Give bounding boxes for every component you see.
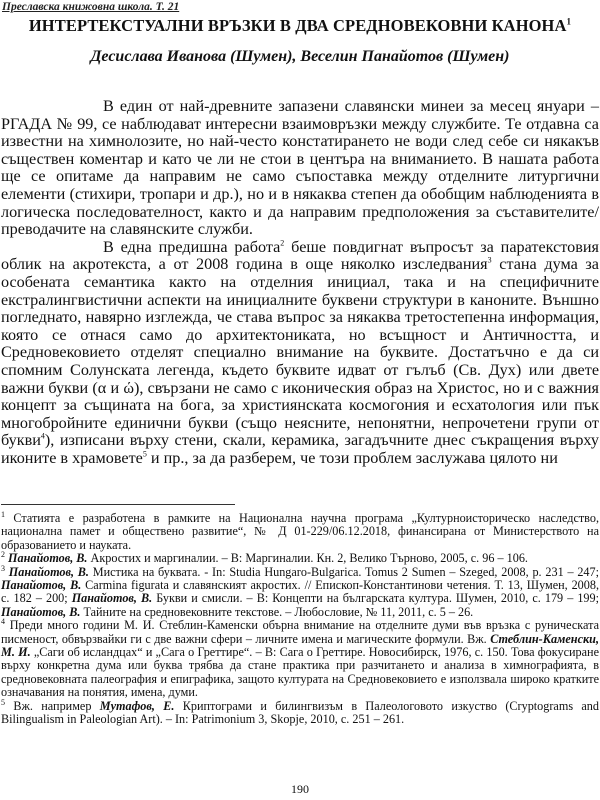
text-run: Акростих и маргиналии. – В: Маргиналии. Кн. 2, Велико Търново, 2005, с. 96 – 106. [87, 551, 528, 566]
cited-author: Мутафов, Е. [99, 698, 175, 713]
article-title [0, 16, 600, 36]
footnote-separator [1, 504, 235, 505]
footnote-1 [1, 509, 599, 552]
paragraph [1, 98, 599, 239]
footnote-3 [1, 563, 600, 620]
cited-author: Панайотов, В. [71, 591, 153, 606]
page-number: 190 [291, 782, 309, 796]
text-run: В един от най-древните запазени славянски минеи за месец януари – РГАДА № 99, се наблюдават интересни взаимовръзки между службите. Те отдавна са известни на химнолозите, но най-често констатирането не води след себе си някакъв съществен коментар и като че ли не стои в центъра на вниманието. В нашата работа ще се опитаме да направим не само съпоставка между отделните литургични елементи (стихири, тропари и др.), но и в някаква степен да обобщим наблюденията в логическа последователност, както и да направим предположения за съставителите/преводачите на славянските служби. [1, 97, 599, 239]
text-run: В една предишна работа [103, 237, 281, 256]
text-run: Вж. например [5, 698, 100, 713]
title-footnote-mark[interactable]: 1 [566, 16, 572, 27]
footnote-ref[interactable]: 5 [142, 449, 147, 459]
running-head: Преславска книжовна школа. Т. 21 [2, 1, 180, 13]
footnote-number: 1 [1, 509, 5, 519]
cited-author: Стеблин-Каменски, М. И. [1, 631, 599, 660]
footnote-ref[interactable]: 3 [487, 255, 492, 265]
body-text [1, 98, 599, 467]
footnote-5 [1, 697, 599, 727]
cited-author: Панайотов, В. [1, 578, 82, 593]
footnote-number: 3 [1, 563, 5, 573]
text-run: Статията е разработена в рамките на Национална научна програма „Културноисторическо наследство, национална памет и обществено развитие“, № Д 01-229/06.12.2018, финансирана от Министерството на образованието и науката. [1, 511, 599, 552]
footnote-ref[interactable]: 4 [40, 431, 45, 441]
text-run: Криптограми и билингвизъм в Палеологовото изкуство (Cryptograms and Bilingualism in Paleologian Art). – In: Patrimonium 3, Skopje, 2010, c. 251 – 261. [1, 698, 599, 727]
footnote-number: 4 [1, 617, 5, 627]
cited-author: Панайотов, В. [1, 604, 81, 619]
footnote-number: 5 [1, 697, 5, 707]
text-run: Букви и смисли. – В: Концепти на българската култура. Шумен, 2010, с. 179 – 199; [152, 591, 600, 606]
footnotes [1, 509, 600, 727]
text-run: Мистика на буквата. - In: Studia Hungaro-Bulgarica. Tomus 2 Sumen – Szeged, 2008, p. 231 – 247; [88, 564, 600, 579]
footnote-number: 2 [1, 550, 5, 560]
text-run: и пр., за да разберем, че този проблем заслужава цялото ни [146, 448, 558, 467]
footnote-2 [1, 552, 599, 565]
cited-author: Панайотов, В. [8, 551, 88, 566]
text-run: Тайните на средновековните текстове. – Любословие, № 11, 2011, с. 5 – 26. [80, 604, 474, 619]
footnote-ref[interactable]: 2 [280, 238, 285, 248]
text-run: „Саги об исландцах“ и „Сага о Греттире“. – В: Сага о Греттире. Новосибирск, 1976, с. 150. Това фокусиране върху конкретна дума или буква трябва да стане практика при разчитането и анализа в химнографията, в средновековната палеография и епиграфика, защото културата на Средновековието е използвала широко кратките означавания на понятия, имена, думи. [1, 645, 599, 700]
cited-author: Панайотов, В. [8, 564, 89, 579]
paragraph [1, 239, 599, 468]
text-run: Carmina figurata и славянският акростих. // Епископ-Константинови четения. Т. 13, Шумен, 2008, с. 182 – 200; [1, 578, 600, 606]
title-text: ИНТЕРТЕКСТУАЛНИ ВРЪЗКИ В ДВА СРЕДНОВЕКОВНИ КАНОНА [28, 16, 567, 35]
article-authors: Десислава Иванова (Шумен), Веселин Панайотов (Шумен) [90, 48, 510, 65]
text-run: ), изписани върху стени, скали, керамика, загадъчните днес съкращения върху иконите в храмовете [1, 431, 599, 467]
footnote-4 [1, 619, 599, 699]
text-run: стана дума за особената семантика както на отделния инициал, така и на специфичните екстралингвистични аспекти на инициалните буквени структури в каноните. Външно погледнато, навярно изглежда, че става въпрос за някаква третостепенна информация, която се отнася само до архитектониката, но всъщност и Античността, и Средновековието отделят специално внимание на буквите. Достатъчно е да си спомним Солунската легенда, където буквите идват от гълъб (Св. Дух) или двете важни букви (α и ώ), свързани не само с иконическия образ на Христос, но и с важния концепт за същината на бога, за християнската космогония и есхатология или пък многобройните единични букви (също неясните, непонятни, непрочетени групи от букви [1, 255, 599, 450]
text-run: беше повдигнат въпросът за паратекстовия облик на акротекста, а от 2008 година в още няколко изследвания [1, 237, 599, 274]
text-run: Преди много години М. И. Стеблин-Каменски обърна внимание на отделните думи във връзка с руническата писменост, обвързвайки ги с две важни сфери – личните имена и магическите формули. Вж. [1, 618, 599, 646]
